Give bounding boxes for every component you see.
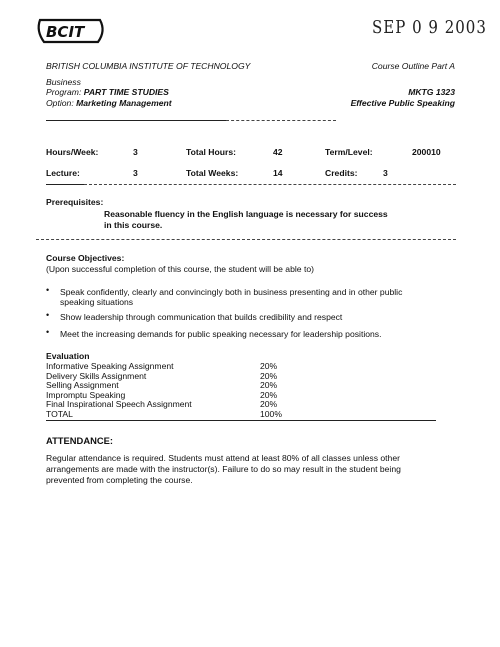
lecture-value: 3: [133, 168, 138, 178]
evaluation-percent: 20%: [260, 399, 278, 410]
prerequisites-text-2: in this course.: [104, 220, 163, 230]
hours-week-label: Hours/Week:: [46, 147, 99, 157]
evaluation-item: Final Inspirational Speech Assignment: [46, 399, 192, 410]
program-value: PART TIME STUDIES: [83, 87, 169, 97]
evaluation-heading: Evaluation: [46, 351, 90, 361]
total-weeks-value: 14: [273, 168, 283, 178]
received-date-stamp: SEP 0 9 2003: [372, 16, 487, 38]
objective-1-line-2: speaking situations: [60, 297, 134, 307]
bullet-marker: •: [46, 327, 50, 337]
evaluation-table: [46, 362, 436, 421]
evaluation-item: Selling Assignment: [46, 380, 119, 391]
lecture-label: Lecture:: [46, 168, 80, 178]
option-label: Option:: [46, 98, 74, 108]
attendance-heading: ATTENDANCE:: [46, 435, 114, 446]
prerequisites-heading: Prerequisites:: [46, 197, 104, 207]
evaluation-total-row: [46, 410, 436, 420]
evaluation-total-label: TOTAL: [46, 410, 260, 420]
attendance-text-3: prevented from completing the course.: [46, 475, 193, 485]
option-line: [46, 98, 172, 108]
info-divider-dashed: [84, 184, 456, 185]
credits-value: 3: [383, 168, 388, 178]
program-label: Program:: [46, 87, 82, 97]
total-hours-value: 42: [273, 147, 283, 157]
school-name: Business: [46, 77, 81, 87]
bcit-logo: [34, 16, 110, 46]
term-level-label: Term/Level:: [325, 147, 373, 157]
objective-2-line-1: Show leadership through communication that builds credibility and respect: [60, 312, 343, 322]
document-type: Course Outline Part A: [371, 61, 455, 71]
institution-name: BRITISH COLUMBIA INSTITUTE OF TECHNOLOGY: [46, 61, 251, 71]
evaluation-item: Informative Speaking Assignment: [46, 361, 174, 371]
hours-week-value: 3: [133, 147, 138, 157]
program-line: [46, 87, 169, 97]
evaluation-item: Delivery Skills Assignment: [46, 370, 147, 381]
header-divider: [46, 120, 226, 121]
credits-label: Credits:: [325, 168, 358, 178]
objective-3-line-1: Meet the increasing demands for public speaking necessary for leadership positions.: [60, 329, 382, 339]
objectives-heading: Course Objectives:: [46, 253, 125, 263]
evaluation-percent: 20%: [260, 370, 278, 381]
bullet-marker: •: [46, 285, 50, 295]
attendance-text-1: Regular attendance is required. Students must attend at least 80% of all classes unless other: [46, 453, 400, 463]
evaluation-percent: 20%: [260, 389, 278, 400]
course-title: Effective Public Speaking: [350, 98, 455, 108]
prerequisites-text-1: Reasonable fluency in the English language is necessary for success: [104, 209, 388, 219]
info-divider: [46, 184, 84, 185]
course-code: MKTG 1323: [408, 87, 455, 97]
svg-text:BCIT: BCIT: [46, 23, 85, 41]
evaluation-item: Impromptu Speaking: [46, 389, 126, 400]
evaluation-percent: 20%: [260, 361, 278, 371]
total-hours-label: Total Hours:: [186, 147, 236, 157]
bullet-marker: •: [46, 310, 50, 320]
objectives-intro: (Upon successful completion of this course, the student will be able to): [46, 264, 314, 274]
evaluation-total-value: 100%: [260, 410, 436, 420]
header-divider-dashed: [226, 120, 336, 121]
option-value: Marketing Management: [76, 98, 172, 108]
table-row: [46, 400, 436, 410]
objective-1-line-1: Speak confidently, clearly and convincingly both in business presenting and in other public: [60, 287, 403, 297]
total-weeks-label: Total Weeks:: [186, 168, 239, 178]
term-level-value: 200010: [412, 147, 441, 157]
evaluation-percent: 20%: [260, 380, 278, 391]
prerequisites-divider: [36, 239, 456, 240]
attendance-text-2: arrangements are made with the instructor(s). Failure to do so may result in the student being: [46, 464, 401, 474]
